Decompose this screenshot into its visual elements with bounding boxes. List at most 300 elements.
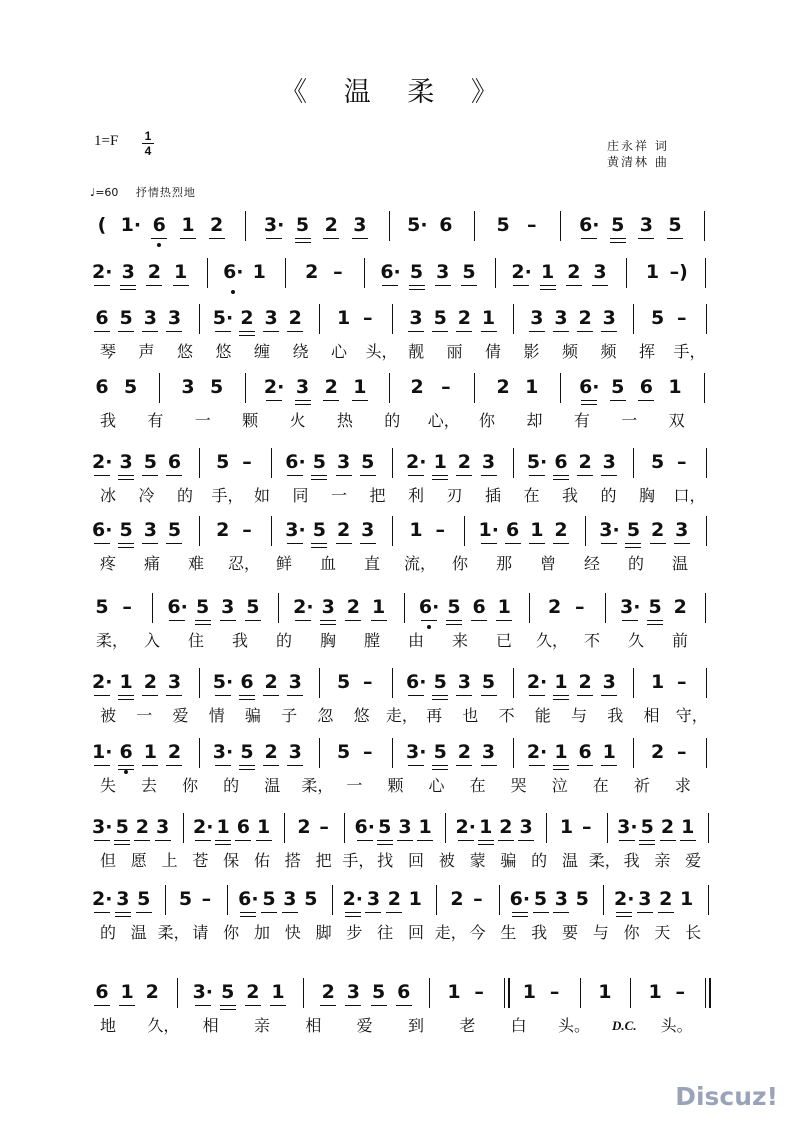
- note: 6: [551, 450, 571, 474]
- lyric-syllable: 手，: [211, 486, 244, 505]
- note: –: [441, 376, 451, 398]
- lyric-syllable: 也: [462, 706, 479, 725]
- note: 1: [479, 306, 499, 330]
- note: 3: [164, 670, 184, 694]
- barline: [706, 738, 707, 768]
- lyric-syllable: 走，: [385, 706, 418, 725]
- note: (: [97, 214, 107, 236]
- lyric-syllable: 丽: [446, 342, 463, 361]
- lyric-syllable: 求: [674, 776, 691, 795]
- barline: [529, 593, 530, 623]
- barline: [364, 258, 365, 288]
- note: 3: [285, 740, 305, 764]
- note: 3·: [263, 214, 285, 236]
- lyric-syllable: 靓: [407, 342, 424, 361]
- note: 3·: [92, 816, 113, 838]
- lyric-syllable: 快: [284, 923, 301, 942]
- barline: [708, 885, 709, 915]
- note: 6·: [238, 888, 259, 910]
- note: 5·: [212, 307, 234, 329]
- lyric-syllable: 加: [253, 923, 270, 942]
- note: 5·: [407, 214, 428, 236]
- lyric-line: [0, 631, 792, 653]
- lyric-syllable: 搭: [284, 851, 301, 870]
- note: 2: [243, 980, 263, 1004]
- note: 3: [350, 213, 370, 237]
- note: 6·: [419, 595, 439, 619]
- barline: [404, 593, 405, 623]
- note-line: [0, 306, 792, 336]
- note: 1: [680, 888, 694, 910]
- note: 6: [503, 518, 523, 542]
- note: 3: [318, 595, 338, 619]
- note: 2: [673, 596, 687, 618]
- lyric-syllable: 久: [627, 631, 644, 650]
- note: 5: [358, 450, 378, 474]
- note: 2·: [293, 596, 314, 618]
- barline: [392, 304, 393, 334]
- lyric-syllable: 头。: [660, 1016, 693, 1035]
- note: 3: [479, 740, 499, 764]
- barline: [560, 373, 561, 403]
- note: 6·: [354, 816, 375, 838]
- note: 2: [496, 376, 510, 398]
- note: 1: [268, 980, 288, 1004]
- note-line: [0, 260, 792, 290]
- note: 2: [285, 306, 305, 330]
- note: 5: [112, 815, 132, 839]
- lyric-syllable: 难: [187, 554, 204, 573]
- note: 3: [433, 260, 453, 284]
- note: 1: [369, 595, 389, 619]
- note: 3·: [620, 596, 641, 618]
- note: 3: [406, 306, 426, 330]
- lyric-syllable: 热: [336, 411, 353, 430]
- barline: [546, 813, 547, 843]
- lower-octave-dot: [157, 243, 161, 247]
- barline: [344, 813, 345, 843]
- lyric-syllable: 久，: [536, 631, 569, 650]
- lyric-syllable: 的: [384, 411, 401, 430]
- note: 1: [527, 518, 547, 542]
- lyric-syllable: 的: [627, 554, 644, 573]
- lyric-syllable: 倩: [484, 342, 501, 361]
- note: 6·: [579, 214, 600, 236]
- barline: [603, 885, 604, 915]
- note: 6: [575, 740, 595, 764]
- score-row: [0, 595, 792, 655]
- lyric-syllable: 鲜: [275, 554, 292, 573]
- note: 1: [476, 815, 496, 839]
- lyric-syllable: 那: [495, 554, 512, 573]
- note: 3: [181, 376, 195, 398]
- note: –: [474, 981, 484, 1003]
- note: 3: [113, 887, 133, 911]
- lyric-syllable: 忽: [317, 706, 334, 725]
- note: 6: [233, 815, 253, 839]
- lyric-syllable: 火: [289, 411, 306, 430]
- barline: [436, 885, 437, 915]
- lyric-syllable: 悠: [353, 706, 370, 725]
- note: 3: [334, 450, 354, 474]
- note: 5: [430, 670, 450, 694]
- lyric-line: [0, 851, 792, 873]
- lyric-syllable: 苍: [192, 851, 209, 870]
- lyric-syllable: 你: [182, 776, 199, 795]
- lyric-syllable: 影: [523, 342, 540, 361]
- note: 5: [665, 213, 685, 237]
- lyric-syllable: 一: [194, 411, 211, 430]
- lyric-syllable: 一: [621, 411, 638, 430]
- lyric-syllable: 保: [223, 851, 240, 870]
- note: 1: [599, 740, 619, 764]
- note: 3: [261, 306, 281, 330]
- note: 6: [116, 740, 136, 764]
- lyric-syllable: 上: [161, 851, 178, 870]
- note: 6: [237, 670, 257, 694]
- barline: [513, 668, 514, 698]
- lyric-syllable: 频: [561, 342, 578, 361]
- lyric-syllable: 同: [292, 486, 309, 505]
- note: 5: [140, 450, 160, 474]
- note: 6: [95, 376, 109, 398]
- note: 2: [410, 376, 424, 398]
- note: 6·: [223, 260, 243, 284]
- note: –: [473, 888, 483, 910]
- lyric-syllable: 在: [469, 776, 486, 795]
- note: 3: [285, 670, 305, 694]
- note: 1: [117, 980, 137, 1004]
- barline: [199, 516, 200, 546]
- barline: [199, 448, 200, 478]
- lyric-syllable: 久，: [147, 1016, 180, 1035]
- lyric-syllable: 骗: [244, 706, 261, 725]
- barline: [633, 448, 634, 478]
- note: –: [675, 981, 686, 1003]
- lyric-syllable: 爱: [172, 706, 189, 725]
- score-row: [0, 450, 792, 510]
- note: 5·: [212, 671, 234, 693]
- lyric-syllable: 绕: [292, 342, 309, 361]
- lyric-line: [0, 776, 792, 798]
- note: 5: [209, 376, 224, 398]
- note: 3: [479, 450, 499, 474]
- note: 6: [149, 213, 169, 237]
- note: 1: [409, 519, 423, 541]
- credits: [607, 138, 669, 170]
- lyric-line: [0, 706, 792, 728]
- score-row: [0, 887, 792, 947]
- lower-octave-dot: [124, 770, 128, 774]
- note: 1: [254, 815, 274, 839]
- note: 2: [144, 260, 164, 284]
- note: 5: [608, 213, 628, 237]
- note: 2: [450, 888, 464, 910]
- note-line: [0, 980, 792, 1010]
- lyric-syllable: 频: [600, 342, 617, 361]
- lyric-syllable: 的: [275, 631, 292, 650]
- note: 1: [559, 816, 574, 838]
- lyric-syllable: 与: [571, 706, 588, 725]
- lyric-syllable: 来: [451, 631, 468, 650]
- note: 2: [454, 450, 474, 474]
- note: 5: [116, 518, 136, 542]
- note: 5: [623, 518, 643, 542]
- lyric-syllable: 插: [484, 486, 501, 505]
- note: 1: [171, 260, 191, 284]
- note: 2·: [92, 888, 113, 910]
- lyric-syllable: 头，: [365, 342, 398, 361]
- note: 5: [444, 595, 464, 619]
- note: 5: [336, 741, 351, 763]
- note: 1: [415, 815, 435, 839]
- note: –: [527, 214, 537, 236]
- note: 6·: [92, 519, 113, 541]
- score-row: [0, 980, 792, 1040]
- lyric-syllable: 到: [407, 1016, 424, 1035]
- lyric-syllable: 双: [668, 411, 685, 430]
- lyric-syllable: 与: [592, 923, 609, 942]
- lyric-syllable: 声: [138, 342, 155, 361]
- note: 3: [516, 815, 536, 839]
- note: 3: [599, 306, 619, 330]
- lyric-syllable: 爱: [685, 851, 702, 870]
- score-row: [0, 375, 792, 435]
- note: 1·: [120, 214, 142, 236]
- lyric-line: [0, 486, 792, 508]
- lyric-syllable: 刃: [446, 486, 463, 505]
- lyric-syllable: 一: [136, 706, 153, 725]
- note: 3: [118, 260, 138, 284]
- lyric-syllable: 温: [671, 554, 688, 573]
- lyric-syllable: 天: [654, 923, 671, 942]
- note: 1: [116, 670, 136, 694]
- barline: [513, 304, 514, 334]
- note: 1: [213, 815, 233, 839]
- note: 3: [153, 815, 173, 839]
- note: 2·: [92, 451, 113, 473]
- barline: [284, 813, 285, 843]
- barline: [199, 304, 200, 334]
- note: 1: [494, 595, 514, 619]
- lyric-syllable: 疼: [99, 554, 116, 573]
- note: 3: [343, 980, 363, 1004]
- note: –: [362, 307, 373, 329]
- lyric-syllable: 柔，: [588, 851, 621, 870]
- score-row: [0, 306, 792, 366]
- barline: [183, 813, 184, 843]
- lyric-syllable: 有: [147, 411, 164, 430]
- note: 3: [454, 670, 474, 694]
- lyric-syllable: 冰: [99, 486, 116, 505]
- note: 5: [309, 518, 329, 542]
- lyric-syllable: 前: [671, 631, 688, 650]
- note: 2: [551, 518, 571, 542]
- note: 5: [430, 306, 450, 330]
- lyric-syllable: 找: [377, 851, 394, 870]
- note: 6: [164, 450, 184, 474]
- note: 5: [218, 980, 238, 1004]
- barline: [199, 668, 200, 698]
- note: 1: [551, 670, 571, 694]
- note: 2: [656, 887, 676, 911]
- note: 2: [454, 740, 474, 764]
- note: 1: [522, 981, 537, 1003]
- lyric-syllable: 却: [526, 411, 543, 430]
- note-line: [0, 375, 792, 405]
- note: –: [122, 596, 132, 618]
- note: 3: [293, 375, 313, 399]
- note-line: [0, 887, 792, 917]
- lower-octave-dot: [231, 290, 235, 294]
- lyric-syllable: 心: [330, 342, 347, 361]
- score-row: [0, 518, 792, 578]
- barline: [560, 211, 561, 241]
- lyric-line: [0, 342, 792, 364]
- time-signature-bottom: 4: [144, 144, 152, 158]
- note: –: [333, 261, 343, 283]
- lyric-syllable: 子: [281, 706, 298, 725]
- note: 1: [650, 671, 665, 693]
- note: 3·: [406, 741, 427, 763]
- lyric-syllable: 老: [459, 1016, 476, 1035]
- note: 5: [479, 670, 499, 694]
- note: 5: [375, 815, 395, 839]
- barline: [633, 668, 634, 698]
- barline: [499, 885, 500, 915]
- note: 6·: [285, 451, 306, 473]
- note: 1: [408, 888, 422, 910]
- lyric-syllable: 柔，: [157, 923, 190, 942]
- note: 3: [551, 887, 571, 911]
- lyric-syllable: 由: [407, 631, 424, 650]
- note: 1·: [478, 519, 499, 541]
- lyric-line: [0, 554, 792, 576]
- note: 6·: [380, 261, 401, 283]
- note: 2·: [455, 816, 476, 838]
- lyric-syllable: 有: [573, 411, 590, 430]
- note: 3·: [192, 981, 214, 1003]
- barline: [429, 978, 430, 1008]
- note: 3: [599, 450, 619, 474]
- lyric-syllable: 走，: [434, 923, 467, 942]
- note: 3·: [617, 816, 638, 838]
- note: 2: [305, 261, 319, 283]
- lyric-syllable: 挥: [638, 342, 655, 361]
- note: 3·: [285, 519, 306, 541]
- lyric-syllable: 步: [346, 923, 363, 942]
- lyric-syllable: 被: [438, 851, 455, 870]
- mood-marking: 抒情热烈地: [135, 186, 196, 199]
- note: 1: [678, 815, 698, 839]
- composer: 黄清林 曲: [607, 155, 669, 169]
- lyric-syllable: 在: [523, 486, 540, 505]
- lyric-syllable: 愿: [130, 851, 147, 870]
- barline: [705, 258, 706, 288]
- note: 2: [237, 306, 257, 330]
- lyric-syllable: 的: [99, 923, 116, 942]
- barline: [389, 211, 390, 241]
- note: 2: [164, 740, 184, 764]
- note: 5: [178, 888, 193, 910]
- note-line: [0, 815, 792, 845]
- lyric-syllable: 不: [583, 631, 600, 650]
- lyric-syllable: 胸: [319, 631, 336, 650]
- note: 3: [551, 306, 571, 330]
- barline: [152, 593, 153, 623]
- barline: [392, 738, 393, 768]
- barline: [705, 593, 706, 623]
- note: 3: [599, 670, 619, 694]
- note: 5: [309, 450, 329, 474]
- lyric-line: [0, 1016, 792, 1038]
- barline: [271, 448, 272, 478]
- barline: [278, 593, 279, 623]
- note: –): [669, 261, 688, 283]
- note: 3: [636, 213, 656, 237]
- lyric-syllable: 缠: [253, 342, 270, 361]
- lyric-syllable: 把: [315, 851, 332, 870]
- note-line: [0, 450, 792, 480]
- note: 2: [575, 670, 595, 694]
- lyric-syllable: 我: [531, 923, 548, 942]
- note: 3: [590, 260, 610, 284]
- time-signature-top: 1: [144, 129, 152, 143]
- note: 5: [608, 375, 628, 399]
- note: 6: [92, 980, 112, 1004]
- note: 2: [297, 816, 311, 838]
- watermark: Discuz!: [675, 1082, 778, 1111]
- lyric-syllable: 哭: [510, 776, 527, 795]
- lyric-syllable: 往: [377, 923, 394, 942]
- barline: [706, 668, 707, 698]
- barline: [633, 738, 634, 768]
- song-title: 《 温 柔 》: [280, 77, 512, 108]
- score-row: [0, 670, 792, 730]
- barline: [513, 448, 514, 478]
- lyric-syllable: 我: [607, 706, 624, 725]
- note: 2: [321, 213, 341, 237]
- lyric-syllable: 回: [407, 851, 424, 870]
- note: –: [581, 816, 592, 838]
- barline: [199, 738, 200, 768]
- barline: [626, 258, 627, 288]
- note: 2·: [406, 451, 427, 473]
- barline: [159, 373, 160, 403]
- note: –: [435, 519, 445, 541]
- note: 5: [575, 888, 589, 910]
- note: 3: [527, 306, 547, 330]
- barline: [708, 813, 709, 843]
- note: –: [242, 519, 252, 541]
- lyric-syllable: 利: [407, 486, 424, 505]
- note: 5: [243, 595, 263, 619]
- lyric-syllable: 蒙: [469, 851, 486, 870]
- lower-octave-dot: [427, 625, 431, 629]
- lyric-syllable: 亲: [253, 1016, 270, 1035]
- barline: [332, 885, 333, 915]
- note: 6·: [167, 596, 188, 618]
- note: 2: [343, 595, 363, 619]
- note: 6: [439, 214, 453, 236]
- note: 1: [538, 260, 558, 284]
- lyric-syllable: 你: [451, 554, 468, 573]
- note: 2: [261, 670, 281, 694]
- lyric-syllable: 相: [643, 706, 660, 725]
- note: –: [677, 451, 687, 473]
- lyric-syllable: 回: [407, 923, 424, 942]
- note: 2: [650, 741, 665, 763]
